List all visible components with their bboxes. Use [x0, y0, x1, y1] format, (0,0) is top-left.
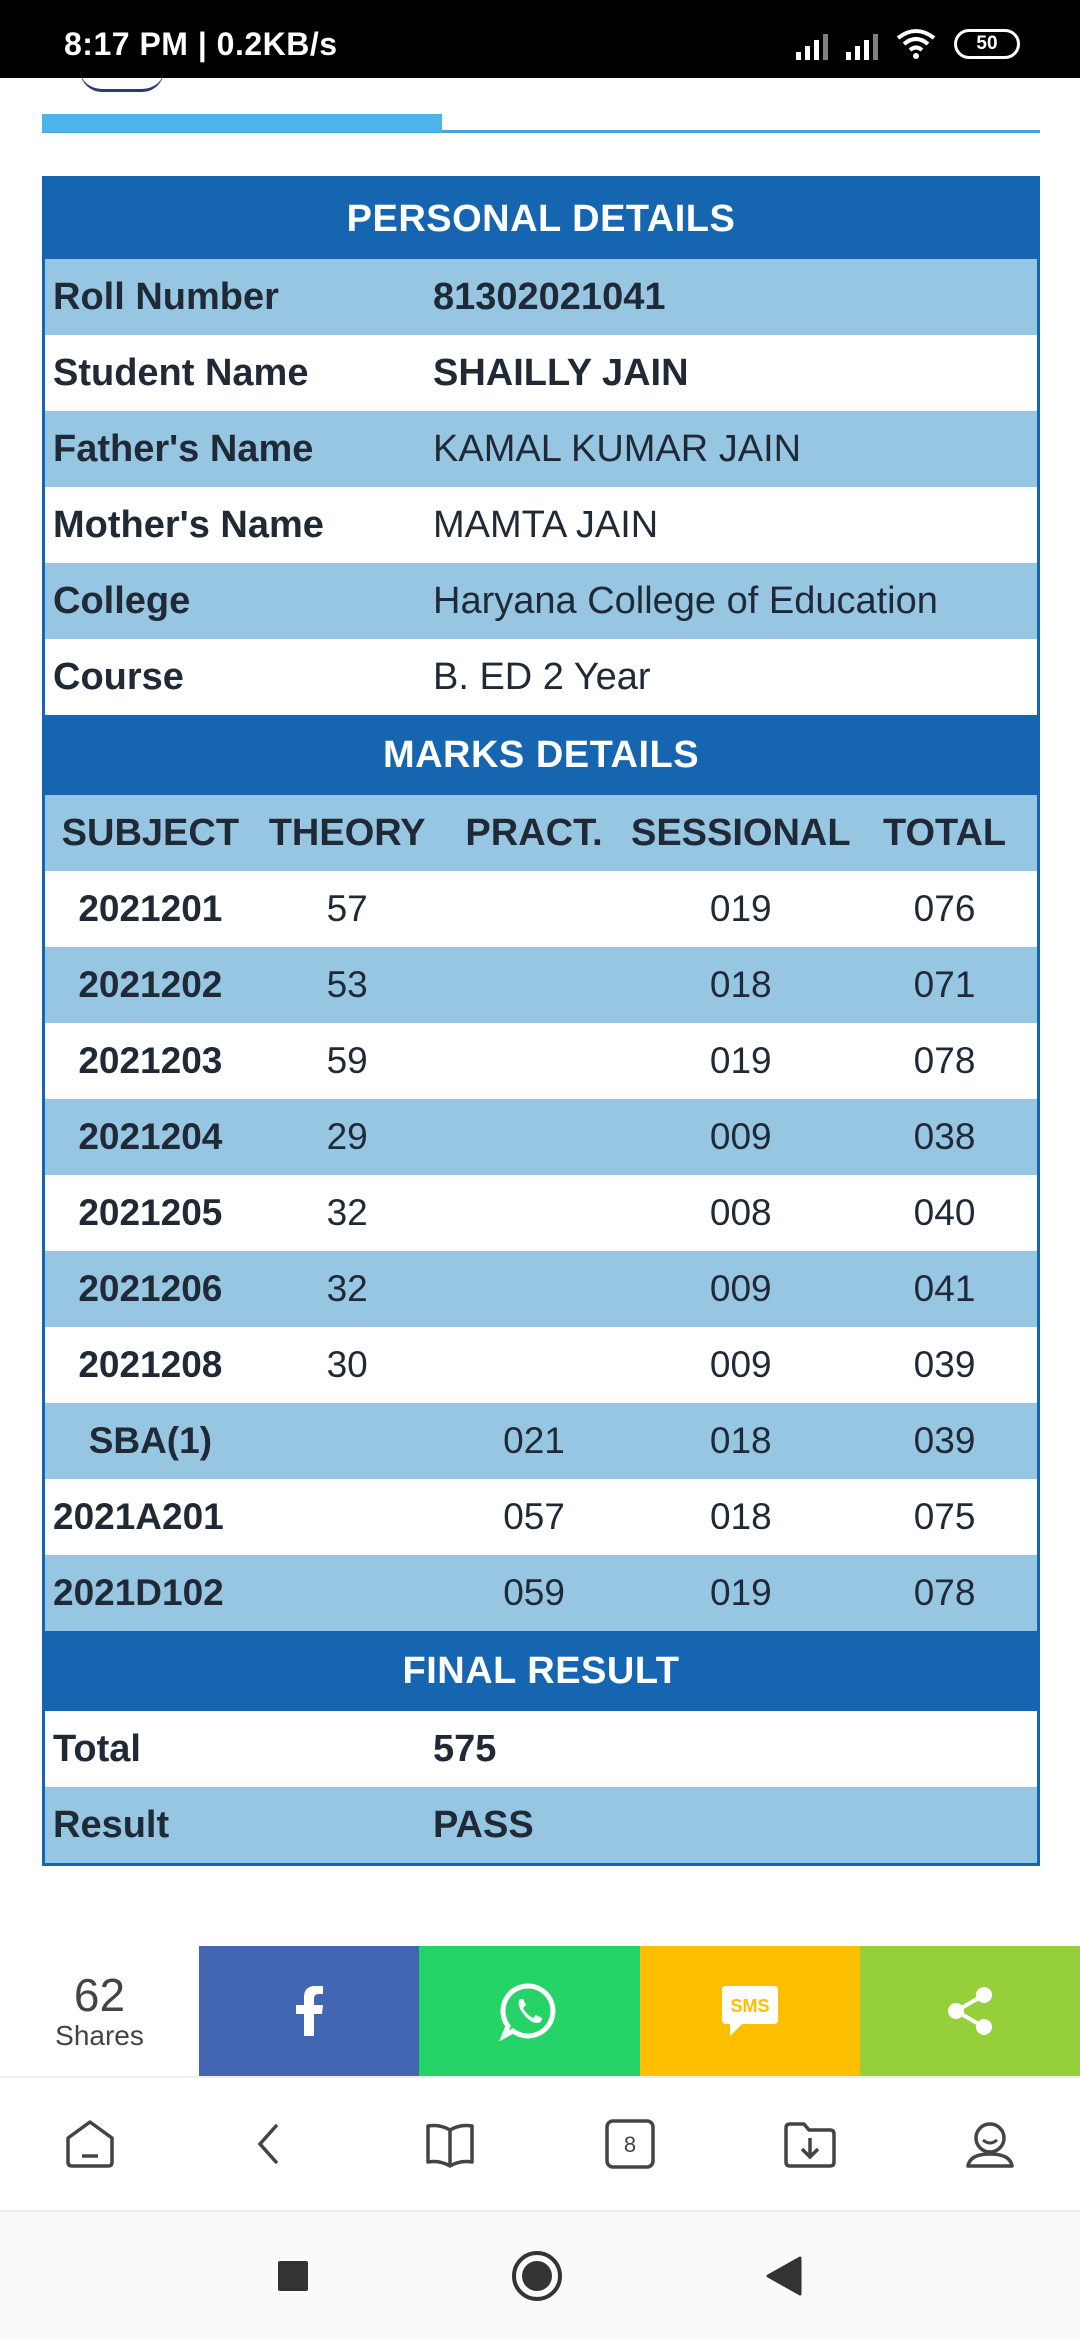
personal-details-heading: PERSONAL DETAILS — [45, 179, 1037, 259]
total-marks: 039 — [913, 1420, 976, 1461]
col-sessional: SESSIONAL — [630, 811, 851, 854]
sessional-marks: 009 — [709, 1344, 772, 1385]
system-navigation-bar — [0, 2210, 1080, 2340]
sessional-marks: 019 — [709, 1572, 772, 1613]
final-result-heading: FINAL RESULT — [45, 1631, 1037, 1711]
father-name-row — [45, 411, 1037, 487]
pract-marks: 057 — [503, 1496, 565, 1537]
subject-code: 2021A201 — [53, 1496, 224, 1537]
whatsapp-share-button[interactable] — [419, 1946, 639, 2076]
col-pract: PRACT. — [465, 811, 603, 854]
col-theory: THEORY — [268, 811, 426, 854]
total-label: Total — [53, 1727, 141, 1770]
back-icon — [242, 2116, 298, 2172]
roll-number-label: Roll Number — [53, 275, 279, 318]
subject-code: SBA(1) — [88, 1420, 213, 1461]
table-row — [45, 1403, 1037, 1479]
recents-icon[interactable] — [276, 2259, 310, 2293]
mother-name-value: MAMTA JAIN — [433, 503, 659, 546]
total-marks: 040 — [913, 1192, 976, 1233]
status-icons — [796, 28, 1020, 60]
theory-marks: 32 — [326, 1268, 368, 1309]
table-row — [45, 1099, 1037, 1175]
subject-code: 2021204 — [78, 1116, 223, 1157]
share-count-number: 62 — [73, 1969, 126, 2021]
site-logo — [80, 70, 164, 92]
total-marks: 039 — [913, 1344, 976, 1385]
mother-name-label: Mother's Name — [53, 503, 324, 546]
marks-details-heading: MARKS DETAILS — [45, 715, 1037, 795]
theory-marks: 57 — [326, 888, 368, 929]
sms-label: SMS — [730, 1996, 770, 2016]
pract-marks: 059 — [503, 1572, 565, 1613]
pract-marks: 021 — [503, 1420, 565, 1461]
table-row — [45, 1479, 1037, 1555]
roll-number-value: 81302021041 — [433, 275, 666, 318]
theory-marks: 32 — [326, 1192, 368, 1233]
subject-code: 2021206 — [78, 1268, 223, 1309]
tabs-icon — [602, 2116, 658, 2172]
college-row — [45, 563, 1037, 639]
battery-icon: 50 — [954, 29, 1020, 59]
subject-code: 2021202 — [78, 964, 223, 1005]
col-total: TOTAL — [882, 811, 1007, 854]
browser-navigation-bar — [0, 2076, 1080, 2210]
total-row — [45, 1711, 1037, 1787]
father-name-value: KAMAL KUMAR JAIN — [433, 427, 802, 470]
total-marks: 078 — [913, 1040, 976, 1081]
share-button[interactable] — [860, 1946, 1080, 2076]
share-count — [0, 1946, 199, 2076]
home-circle-icon[interactable] — [510, 2249, 564, 2303]
share-icon — [942, 1983, 998, 2039]
result-value: PASS — [433, 1803, 534, 1846]
total-marks: 071 — [913, 964, 976, 1005]
facebook-share-button[interactable] — [199, 1946, 419, 2076]
col-subject: SUBJECT — [61, 811, 240, 854]
status-bar — [0, 0, 1080, 78]
mother-name-row — [45, 487, 1037, 563]
theory-marks: 59 — [326, 1040, 368, 1081]
subject-code: 2021203 — [78, 1040, 223, 1081]
course-row — [45, 639, 1037, 715]
subject-code: 2021201 — [78, 888, 223, 929]
header-accent-bar — [42, 114, 442, 132]
marks-column-headers — [45, 795, 1037, 871]
home-button[interactable] — [45, 2099, 135, 2189]
tabs-count: 8 — [623, 2132, 637, 2157]
profile-icon — [962, 2116, 1018, 2172]
result-row — [45, 1787, 1037, 1863]
sessional-marks: 019 — [709, 888, 772, 929]
student-name-value: SHAILLY JAIN — [433, 351, 689, 394]
share-bar — [0, 1946, 1080, 2076]
student-name-label: Student Name — [53, 351, 309, 394]
course-value: B. ED 2 Year — [433, 655, 651, 698]
bookmarks-icon — [422, 2116, 478, 2172]
downloads-button[interactable] — [765, 2099, 855, 2189]
profile-button[interactable] — [945, 2099, 1035, 2189]
table-row — [45, 1251, 1037, 1327]
result-table — [42, 176, 1040, 1866]
college-value: Haryana College of Education — [433, 579, 938, 622]
total-marks: 041 — [913, 1268, 976, 1309]
subject-code: 2021208 — [78, 1344, 223, 1385]
signal-icon — [796, 28, 828, 60]
result-label: Result — [53, 1803, 170, 1846]
total-marks: 078 — [913, 1572, 976, 1613]
table-row — [45, 1175, 1037, 1251]
share-count-label: Shares — [55, 2020, 144, 2051]
course-label: Course — [53, 655, 184, 698]
signal-icon-2 — [846, 28, 878, 60]
theory-marks: 30 — [326, 1344, 368, 1385]
subject-code: 2021205 — [78, 1192, 223, 1233]
back-triangle-icon[interactable] — [764, 2254, 804, 2298]
sms-share-button[interactable] — [640, 1946, 860, 2076]
table-row — [45, 871, 1037, 947]
theory-marks: 53 — [326, 964, 368, 1005]
total-marks: 038 — [913, 1116, 976, 1157]
tabs-button[interactable] — [585, 2099, 675, 2189]
college-label: College — [53, 579, 191, 622]
total-value: 575 — [433, 1727, 497, 1770]
table-row — [45, 947, 1037, 1023]
status-time: 8:17 PM | 0.2KB/s — [64, 26, 338, 62]
total-marks: 076 — [913, 888, 976, 929]
whatsapp-icon — [499, 1981, 559, 2041]
table-row — [45, 1555, 1037, 1631]
total-marks: 075 — [913, 1496, 976, 1537]
sessional-marks: 018 — [709, 1496, 772, 1537]
bookmarks-button[interactable] — [405, 2099, 495, 2189]
sessional-marks: 009 — [709, 1116, 772, 1157]
student-name-row — [45, 335, 1037, 411]
sessional-marks: 008 — [709, 1192, 772, 1233]
sessional-marks: 018 — [709, 964, 772, 1005]
sessional-marks: 009 — [709, 1268, 772, 1309]
sms-icon — [720, 1984, 780, 2038]
theory-marks: 29 — [326, 1116, 368, 1157]
facebook-icon — [294, 1986, 324, 2036]
wifi-icon — [896, 28, 936, 60]
table-row — [45, 1023, 1037, 1099]
sessional-marks: 018 — [709, 1420, 772, 1461]
subject-code: 2021D102 — [53, 1572, 224, 1613]
roll-number-row — [45, 259, 1037, 335]
back-button[interactable] — [225, 2099, 315, 2189]
father-name-label: Father's Name — [53, 427, 314, 470]
table-row — [45, 1327, 1037, 1403]
home-icon — [62, 2116, 118, 2172]
sessional-marks: 019 — [709, 1040, 772, 1081]
downloads-icon — [782, 2116, 838, 2172]
